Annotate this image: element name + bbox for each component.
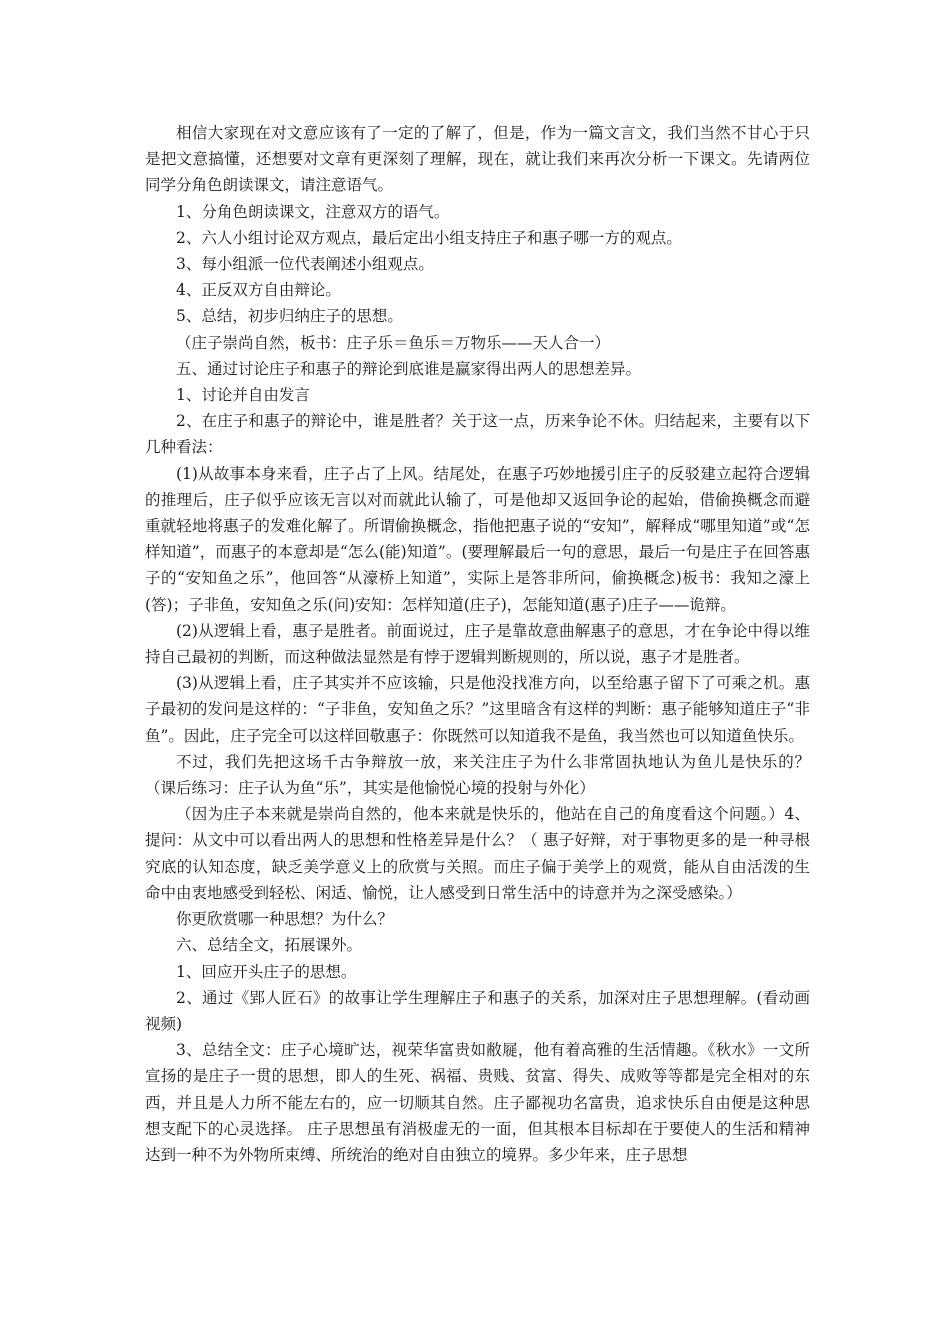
- paragraph-however: 不过，我们先把这场千古争辩放一放，来关注庄子为什么非常固执地认为鱼儿是快乐的？（课后练习：庄子认为鱼“乐”，其实是他愉悦心境的投射与外化）: [145, 752, 810, 798]
- paragraph-step-4: 4、正反双方自由辩论。: [176, 281, 341, 300]
- paragraph-step-2: 2、六人小组讨论双方观点，最后定出小组支持庄子和惠子哪一方的观点。: [176, 228, 682, 247]
- paragraph-summary-3: 3、总结全文：庄子心境旷达，视荣华富贵如敝屣，他有着高雅的生活情趣。《秋水》一文所宣扬的是庄子一贯的思想，即人的生死、祸福、贵贱、贫富、得失、成败等等都是完全相对的东西，并且是人力所不能左右的，应一切顺其自然。庄子鄙视功名富贵，追求快乐自由便是这种思想支配下的心灵选择。 庄子思想虽有消极虚无的一面，但其根本目标却在于要使人的生活和精神达到一种不为外物所束缚、所统治的绝对自由独立的境界。多少年来，庄子思想: [145, 1041, 810, 1164]
- paragraph-question-4: （因为庄子本来就是崇尚自然的，他本来就是快乐的，他站在自己的角度看这个问题。）4、提问：从文中可以看出两人的思想和性格差异是什么？（ 惠子好辩，对于事物更多的是一种寻根究底的认知态度，缺乏美学意义上的欣赏与关照。而庄子偏于美学上的观赏，能从自由活泼的生命中由衷地感受到轻松、闲适、愉悦，让人感受到日常生活中的诗意并为之深受感染。）: [145, 805, 810, 902]
- section-heading-6: 六、总结全文，拓展课外。: [176, 936, 363, 955]
- paragraph-view-3: (3)从逻辑上看，庄子其实并不应该输，只是他没找准方向，以至给惠子留下了可乘之机。惠子最初的发问是这样的：“子非鱼，安知鱼之乐？”这里暗含有这样的判断：惠子能够知道庄子“非鱼”。因此，庄子完全可以这样回敬惠子：你既然可以知道我不是鱼，我当然也可以知道鱼快乐。: [145, 674, 810, 745]
- paragraph-blackboard-note: （庄子崇尚自然，板书：庄子乐＝鱼乐＝万物乐——天人合一）: [176, 333, 611, 352]
- paragraph-view-2: (2)从逻辑上看，惠子是胜者。前面说过，庄子是靠故意曲解惠子的意思，才在争论中得以维持自己最初的判断，而这种做法显然是有悖于逻辑判断规则的，所以说，惠子才是胜者。: [145, 621, 810, 667]
- paragraph-which-thought: 你更欣赏哪一种思想？为什么？: [176, 910, 394, 929]
- paragraph-intro: 相信大家现在对文意应该有了一定的了解了，但是，作为一篇文言文，我们当然不甘心于只是把文意搞懂，还想要对文章有更深刻了理解，现在，就让我们来再次分析一下课文。先请两位同学分角色朗读课文，请注意语气。: [145, 124, 810, 195]
- document-page: [145, 120, 810, 1168]
- paragraph-summary-2: 2、通过《郢人匠石》的故事让学生理解庄子和惠子的关系，加深对庄子思想理解。(看动画视频): [145, 988, 810, 1033]
- paragraph-who-wins: 2、在庄子和惠子的辩论中，谁是胜者？关于这一点，历来争论不休。归结起来，主要有以下几种看法：: [145, 412, 810, 457]
- paragraph-summary-1: 1、回应开头庄子的思想。: [176, 962, 357, 981]
- paragraph-step-1: 1、分角色朗读课文，注意双方的语气。: [176, 202, 450, 221]
- paragraph-discussion: 1、讨论并自由发言: [176, 386, 310, 405]
- paragraph-step-5: 5、总结，初步归纳庄子的思想。: [176, 307, 403, 326]
- section-heading-5: 五、通过讨论庄子和惠子的辩论到底谁是赢家得出两人的思想差异。: [176, 359, 642, 378]
- paragraph-step-3: 3、每小组派一位代表阐述小组观点。: [176, 255, 434, 274]
- paragraph-view-1: (1)从故事本身来看，庄子占了上风。结尾处，在惠子巧妙地援引庄子的反驳建立起符合逻辑的推理后，庄子似乎应该无言以对而就此认输了，可是他却又返回争论的起始，借偷换概念而避重就轻地将惠子的发难化解了。所谓偷换概念，指他把惠子说的“安知”，解释成“哪里知道”或“怎样知道”，而惠子的本意却是“怎么(能)知道”。(要理解最后一句的意思，最后一句是庄子在回答惠子的“安知鱼之乐”，他回答“从濠桥上知道”，实际上是答非所问，偷换概念)板书：我知之濠上(答)；子非鱼，安知鱼之乐(问)安知：怎样知道(庄子)，怎能知道(惠子)庄子——诡辩。: [145, 464, 810, 614]
